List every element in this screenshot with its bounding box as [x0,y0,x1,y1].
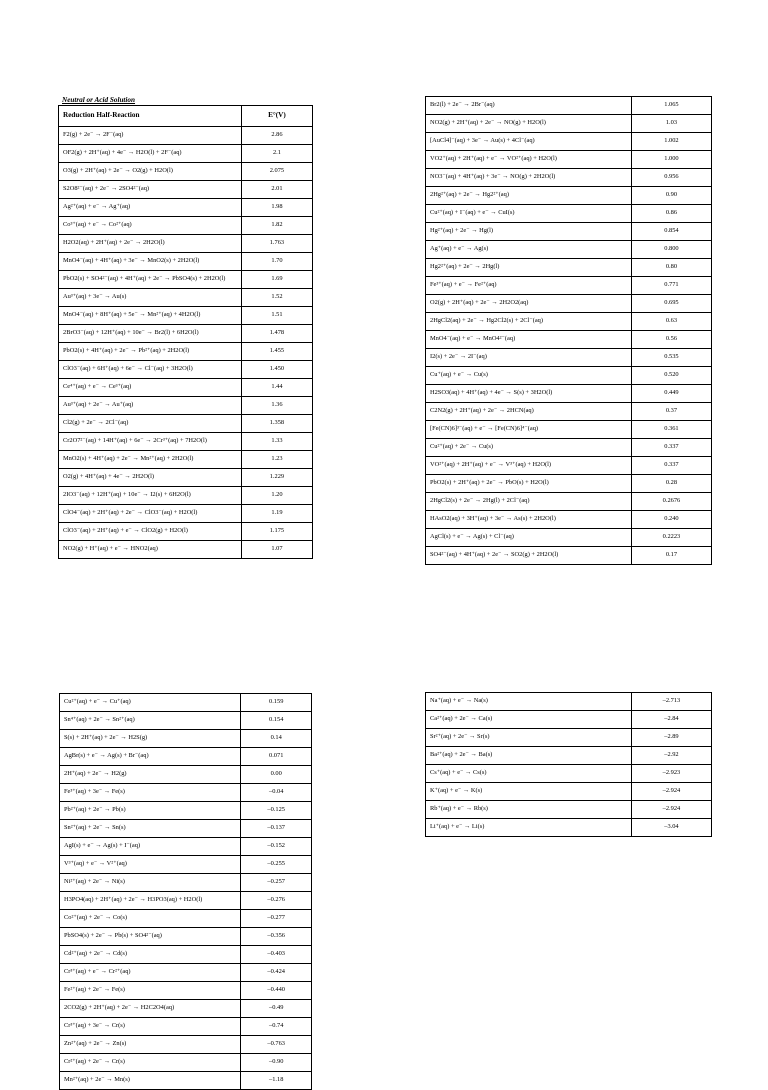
half-reaction-cell: H2O2(aq) + 2H⁺(aq) + 2e⁻ → 2H2O(l) [59,235,242,253]
half-reaction-cell: PbO2(s) + 4H⁺(aq) + 2e⁻ → Pb²⁺(aq) + 2H2O(l) [59,343,242,361]
potential-value-cell: 1.065 [631,97,711,115]
half-reaction-cell: 2IO3⁻(aq) + 12H⁺(aq) + 10e⁻ → I2(s) + 6H2O(l) [59,487,242,505]
half-reaction-cell: MnO4⁻(aq) + 8H⁺(aq) + 5e⁻ → Mn²⁺(aq) + 4H2O(l) [59,307,242,325]
potential-value-cell: 0.28 [631,475,711,493]
table-row [59,181,313,199]
table-row [426,475,712,493]
table-row [60,1054,312,1072]
table-row [426,367,712,385]
table-row [426,241,712,259]
table-row [59,487,313,505]
reduction-potentials-table-1 [58,105,313,559]
potential-value-cell: 0.240 [631,511,711,529]
potential-value-cell: 1.000 [631,151,711,169]
potential-value-cell: 0.80 [631,259,711,277]
potential-value-cell: 0.154 [241,712,312,730]
half-reaction-cell: H3PO4(aq) + 2H⁺(aq) + 2e⁻ → H3PO3(aq) + H2O(l) [60,892,241,910]
half-reaction-cell: C2N2(g) + 2H⁺(aq) + 2e⁻ → 2HCN(aq) [426,403,632,421]
potential-value-cell: –2.713 [631,693,711,711]
potential-value-cell: 1.36 [241,397,312,415]
half-reaction-cell: 2BrO3⁻(aq) + 12H⁺(aq) + 10e⁻ → Br2(l) + 6H2O(l) [59,325,242,343]
table-row [426,511,712,529]
potential-value-cell: 0.2223 [631,529,711,547]
potential-value-cell: 1.51 [241,307,312,325]
table-row [59,379,313,397]
potential-value-cell: 0.695 [631,295,711,313]
table-row [60,856,312,874]
table-row [426,331,712,349]
reduction-potentials-table-4 [425,692,712,837]
potential-value-cell: –2.923 [631,765,711,783]
half-reaction-cell: Sn²⁺(aq) + 2e⁻ → Sn(s) [60,820,241,838]
table-row [426,457,712,475]
reduction-potentials-table-2 [425,96,712,565]
table-row [426,97,712,115]
table-row [60,946,312,964]
table-row [426,711,712,729]
table-row [60,1000,312,1018]
half-reaction-cell: 2H⁺(aq) + 2e⁻ → H2(g) [60,766,241,784]
half-reaction-cell: Cu²⁺(aq) + I⁻(aq) + e⁻ → CuI(s) [426,205,632,223]
potential-value-cell: 0.337 [631,457,711,475]
half-reaction-cell: Hg2²⁺(aq) + 2e⁻ → 2Hg(l) [426,259,632,277]
table-row [59,289,313,307]
half-reaction-cell: H2SO3(aq) + 4H⁺(aq) + 4e⁻ → S(s) + 3H2O(l) [426,385,632,403]
potential-value-cell: 0.17 [631,547,711,565]
potential-value-cell: 1.70 [241,253,312,271]
half-reaction-cell: Au³⁺(aq) + 2e⁻ → Au⁺(aq) [59,397,242,415]
potential-value-cell: –0.74 [241,1018,312,1036]
half-reaction-cell: Br2(l) + 2e⁻ → 2Br⁻(aq) [426,97,632,115]
table-row [59,271,313,289]
table-row [426,547,712,565]
table-row [59,361,313,379]
half-reaction-cell: Pb²⁺(aq) + 2e⁻ → Pb(s) [60,802,241,820]
table-row [59,325,313,343]
half-reaction-cell: Cr³⁺(aq) + 3e⁻ → Cr(s) [60,1018,241,1036]
potential-value-cell: 1.44 [241,379,312,397]
potential-value-cell: 0.159 [241,694,312,712]
half-reaction-cell: Cr²⁺(aq) + 2e⁻ → Cr(s) [60,1054,241,1072]
table-row [426,493,712,511]
half-reaction-cell: Hg²⁺(aq) + 2e⁻ → Hg(l) [426,223,632,241]
table-row [426,783,712,801]
potential-value-cell: 1.03 [631,115,711,133]
table-row [60,964,312,982]
table-row [426,115,712,133]
table-row [426,801,712,819]
table-row [59,235,313,253]
half-reaction-cell: Sn⁴⁺(aq) + 2e⁻ → Sn²⁺(aq) [60,712,241,730]
half-reaction-cell: NO2(g) + 2H⁺(aq) + 2e⁻ → NO(g) + H2O(l) [426,115,632,133]
half-reaction-cell: Cu⁺(aq) + e⁻ → Cu(s) [426,367,632,385]
potential-value-cell: 1.002 [631,133,711,151]
potential-value-cell: 2.01 [241,181,312,199]
potential-value-cell: 0.520 [631,367,711,385]
potential-value-cell: 0.771 [631,277,711,295]
table-row [59,415,313,433]
potential-value-cell: 0.37 [631,403,711,421]
potential-value-cell: –0.04 [241,784,312,802]
potential-value-cell: 1.19 [241,505,312,523]
table-row [59,163,313,181]
half-reaction-cell: MnO4⁻(aq) + e⁻ → MnO4²⁻(aq) [426,331,632,349]
half-reaction-cell: Fe³⁺(aq) + e⁻ → Fe²⁺(aq) [426,277,632,295]
potential-value-cell: –3.04 [631,819,711,837]
potential-value-cell: 0.449 [631,385,711,403]
table-row [426,693,712,711]
table-row [60,766,312,784]
potential-value-cell: –0.277 [241,910,312,928]
potential-value-cell: 1.82 [241,217,312,235]
table-row [426,205,712,223]
reaction-column-header: Reduction Half-Reaction [59,106,242,127]
table-row [59,451,313,469]
half-reaction-cell: NO3⁻(aq) + 4H⁺(aq) + 3e⁻ → NO(g) + 2H2O(l) [426,169,632,187]
potential-value-cell: –2.924 [631,801,711,819]
table-row [426,385,712,403]
table-row [426,187,712,205]
potential-value-cell: –0.152 [241,838,312,856]
table-row [59,127,313,145]
half-reaction-cell: O2(g) + 4H⁺(aq) + 4e⁻ → 2H2O(l) [59,469,242,487]
potential-value-cell: 0.361 [631,421,711,439]
half-reaction-cell: Ag⁺(aq) + e⁻ → Ag(s) [426,241,632,259]
potential-value-cell: 1.763 [241,235,312,253]
potential-value-cell: –0.763 [241,1036,312,1054]
potential-value-cell: 1.478 [241,325,312,343]
potential-value-cell: –0.49 [241,1000,312,1018]
table-row [426,151,712,169]
potential-value-cell: 1.52 [241,289,312,307]
table-row [59,217,313,235]
half-reaction-cell: Ba²⁺(aq) + 2e⁻ → Ba(s) [426,747,632,765]
potential-value-cell: 1.175 [241,523,312,541]
half-reaction-cell: Ce⁴⁺(aq) + e⁻ → Ce³⁺(aq) [59,379,242,397]
half-reaction-cell: Au³⁺(aq) + 3e⁻ → Au(s) [59,289,242,307]
table-row [60,820,312,838]
reduction-potentials-table-3 [59,693,312,1090]
potential-value-cell: 0.90 [631,187,711,205]
table-row [60,1072,312,1090]
potential-value-cell: 0.56 [631,331,711,349]
table-row [426,295,712,313]
potential-value-cell: 1.07 [241,541,312,559]
table-row [426,349,712,367]
table-row [426,765,712,783]
potential-value-cell: 0.86 [631,205,711,223]
table-row [59,199,313,217]
potential-value-cell: 1.450 [241,361,312,379]
potential-value-cell: 0.535 [631,349,711,367]
table-row [426,277,712,295]
table-row [426,819,712,837]
table-row [426,421,712,439]
half-reaction-cell: MnO2(s) + 4H⁺(aq) + 2e⁻ → Mn²⁺(aq) + 2H2O(l) [59,451,242,469]
table-row [60,784,312,802]
table-row [426,747,712,765]
table-row [60,928,312,946]
table-header-row [59,106,313,127]
table-row [60,694,312,712]
table-row [426,729,712,747]
potential-value-cell: 0.63 [631,313,711,331]
half-reaction-cell: Cu²⁺(aq) + e⁻ → Cu⁺(aq) [60,694,241,712]
half-reaction-cell: V³⁺(aq) + e⁻ → V²⁺(aq) [60,856,241,874]
potential-value-cell: 0.956 [631,169,711,187]
table-row [59,505,313,523]
potential-value-cell: 0.00 [241,766,312,784]
potential-value-cell: 0.337 [631,439,711,457]
potential-value-cell: –1.18 [241,1072,312,1090]
half-reaction-cell: 2Hg²⁺(aq) + 2e⁻ → Hg2²⁺(aq) [426,187,632,205]
half-reaction-cell: Li⁺(aq) + e⁻ → Li(s) [426,819,632,837]
half-reaction-cell: NO2(g) + H⁺(aq) + e⁻ → HNO2(aq) [59,541,242,559]
half-reaction-cell: 2HgCl2(s) + 2e⁻ → 2Hg(l) + 2Cl⁻(aq) [426,493,632,511]
potential-value-cell: –0.255 [241,856,312,874]
potential-value-cell: –0.424 [241,964,312,982]
half-reaction-cell: Cu²⁺(aq) + 2e⁻ → Cu(s) [426,439,632,457]
potential-column-header: E°(V) [241,106,312,127]
half-reaction-cell: 2CO2(g) + 2H⁺(aq) + 2e⁻ → H2C2O4(aq) [60,1000,241,1018]
half-reaction-cell: MnO4⁻(aq) + 4H⁺(aq) + 3e⁻ → MnO2(s) + 2H2O(l) [59,253,242,271]
half-reaction-cell: Ni²⁺(aq) + 2e⁻ → Ni(s) [60,874,241,892]
table-row [60,748,312,766]
half-reaction-cell: [AuCl4]⁻(aq) + 3e⁻ → Au(s) + 4Cl⁻(aq) [426,133,632,151]
potential-value-cell: 2.1 [241,145,312,163]
table-row [59,433,313,451]
half-reaction-cell: O3(g) + 2H⁺(aq) + 2e⁻ → O2(g) + H2O(l) [59,163,242,181]
table-row [60,892,312,910]
half-reaction-cell: K⁺(aq) + e⁻ → K(s) [426,783,632,801]
table-row [426,313,712,331]
potential-value-cell: 1.33 [241,433,312,451]
half-reaction-cell: VO2⁺(aq) + 2H⁺(aq) + e⁻ → VO²⁺(aq) + H2O(l) [426,151,632,169]
half-reaction-cell: Zn²⁺(aq) + 2e⁻ → Zn(s) [60,1036,241,1054]
half-reaction-cell: Cl2(g) + 2e⁻ → 2Cl⁻(aq) [59,415,242,433]
half-reaction-cell: Cd²⁺(aq) + 2e⁻ → Cd(s) [60,946,241,964]
half-reaction-cell: OF2(g) + 2H⁺(aq) + 4e⁻ → H2O(l) + 2F⁻(aq) [59,145,242,163]
half-reaction-cell: S(s) + 2H⁺(aq) + 2e⁻ → H2S(g) [60,730,241,748]
table-row [60,874,312,892]
potential-value-cell: 2.075 [241,163,312,181]
potential-value-cell: 0.2676 [631,493,711,511]
half-reaction-cell: Cs⁺(aq) + e⁻ → Cs(s) [426,765,632,783]
table-row [59,541,313,559]
potential-value-cell: –0.403 [241,946,312,964]
potential-value-cell: 1.23 [241,451,312,469]
potential-value-cell: –0.257 [241,874,312,892]
potential-value-cell: 2.86 [241,127,312,145]
half-reaction-cell: HAsO2(aq) + 3H⁺(aq) + 3e⁻ → As(s) + 2H2O(l) [426,511,632,529]
table-row [60,802,312,820]
potential-value-cell: –2.89 [631,729,711,747]
half-reaction-cell: Ag²⁺(aq) + e⁻ → Ag⁺(aq) [59,199,242,217]
table-row [426,439,712,457]
potential-value-cell: 0.800 [631,241,711,259]
table-row [426,529,712,547]
half-reaction-cell: Rb⁺(aq) + e⁻ → Rb(s) [426,801,632,819]
half-reaction-cell: Fe³⁺(aq) + 3e⁻ → Fe(s) [60,784,241,802]
table-row [59,253,313,271]
potential-value-cell: 1.98 [241,199,312,217]
table-caption: Neutral or Acid Solution [62,96,136,104]
half-reaction-cell: VO²⁺(aq) + 2H⁺(aq) + e⁻ → V³⁺(aq) + H2O(l) [426,457,632,475]
potential-value-cell: 1.455 [241,343,312,361]
potential-value-cell: 1.229 [241,469,312,487]
table-row [60,1018,312,1036]
potential-value-cell: –0.356 [241,928,312,946]
table-row [426,169,712,187]
table-row [59,145,313,163]
half-reaction-cell: Cr³⁺(aq) + e⁻ → Cr²⁺(aq) [60,964,241,982]
potential-value-cell: 1.69 [241,271,312,289]
half-reaction-cell: ClO3⁻(aq) + 6H⁺(aq) + 6e⁻ → Cl⁻(aq) + 3H2O(l) [59,361,242,379]
half-reaction-cell: 2HgCl2(aq) + 2e⁻ → Hg2Cl2(s) + 2Cl⁻(aq) [426,313,632,331]
potential-value-cell: –0.90 [241,1054,312,1072]
table-row [59,343,313,361]
table-row [60,730,312,748]
half-reaction-cell: O2(g) + 2H⁺(aq) + 2e⁻ → 2H2O2(aq) [426,295,632,313]
potential-value-cell: –2.92 [631,747,711,765]
table-row [426,403,712,421]
table-row [426,223,712,241]
half-reaction-cell: PbO2(s) + SO4²⁻(aq) + 4H⁺(aq) + 2e⁻ → PbSO4(s) + 2H2O(l) [59,271,242,289]
table-row [426,133,712,151]
half-reaction-cell: AgCl(s) + e⁻ → Ag(s) + Cl⁻(aq) [426,529,632,547]
table-row [59,397,313,415]
potential-value-cell: –2.84 [631,711,711,729]
potential-value-cell: 1.20 [241,487,312,505]
potential-value-cell: 0.071 [241,748,312,766]
table-row [60,1036,312,1054]
half-reaction-cell: AgI(s) + e⁻ → Ag(s) + I⁻(aq) [60,838,241,856]
potential-value-cell: –0.125 [241,802,312,820]
half-reaction-cell: AgBr(s) + e⁻ → Ag(s) + Br⁻(aq) [60,748,241,766]
half-reaction-cell: Ca²⁺(aq) + 2e⁻ → Ca(s) [426,711,632,729]
table-row [59,469,313,487]
half-reaction-cell: PbSO4(s) + 2e⁻ → Pb(s) + SO4²⁻(aq) [60,928,241,946]
potential-value-cell: –0.276 [241,892,312,910]
half-reaction-cell: Co³⁺(aq) + e⁻ → Co²⁺(aq) [59,217,242,235]
half-reaction-cell: F2(g) + 2e⁻ → 2F⁻(aq) [59,127,242,145]
table-row [426,259,712,277]
table-row [59,523,313,541]
half-reaction-cell: ClO4⁻(aq) + 2H⁺(aq) + 2e⁻ → ClO3⁻(aq) + H2O(l) [59,505,242,523]
table-row [59,307,313,325]
half-reaction-cell: Fe²⁺(aq) + 2e⁻ → Fe(s) [60,982,241,1000]
half-reaction-cell: [Fe(CN)6]³⁻(aq) + e⁻ → [Fe(CN)6]⁴⁻(aq) [426,421,632,439]
half-reaction-cell: Sr²⁺(aq) + 2e⁻ → Sr(s) [426,729,632,747]
table-row [60,712,312,730]
half-reaction-cell: I2(s) + 2e⁻ → 2I⁻(aq) [426,349,632,367]
half-reaction-cell: Na⁺(aq) + e⁻ → Na(s) [426,693,632,711]
half-reaction-cell: PbO2(s) + 2H⁺(aq) + 2e⁻ → PbO(s) + H2O(l) [426,475,632,493]
table-row [60,910,312,928]
potential-value-cell: –2.924 [631,783,711,801]
half-reaction-cell: Cr2O7²⁻(aq) + 14H⁺(aq) + 6e⁻ → 2Cr³⁺(aq) + 7H2O(l) [59,433,242,451]
potential-value-cell: –0.440 [241,982,312,1000]
potential-value-cell: 1.358 [241,415,312,433]
table-row [60,982,312,1000]
half-reaction-cell: Co²⁺(aq) + 2e⁻ → Co(s) [60,910,241,928]
half-reaction-cell: SO4²⁻(aq) + 4H⁺(aq) + 2e⁻ → SO2(g) + 2H2O(l) [426,547,632,565]
table-row [60,838,312,856]
half-reaction-cell: ClO3⁻(aq) + 2H⁺(aq) + e⁻ → ClO2(g) + H2O(l) [59,523,242,541]
potential-value-cell: 0.854 [631,223,711,241]
half-reaction-cell: Mn²⁺(aq) + 2e⁻ → Mn(s) [60,1072,241,1090]
potential-value-cell: 0.14 [241,730,312,748]
half-reaction-cell: S2O8²⁻(aq) + 2e⁻ → 2SO4²⁻(aq) [59,181,242,199]
potential-value-cell: –0.137 [241,820,312,838]
